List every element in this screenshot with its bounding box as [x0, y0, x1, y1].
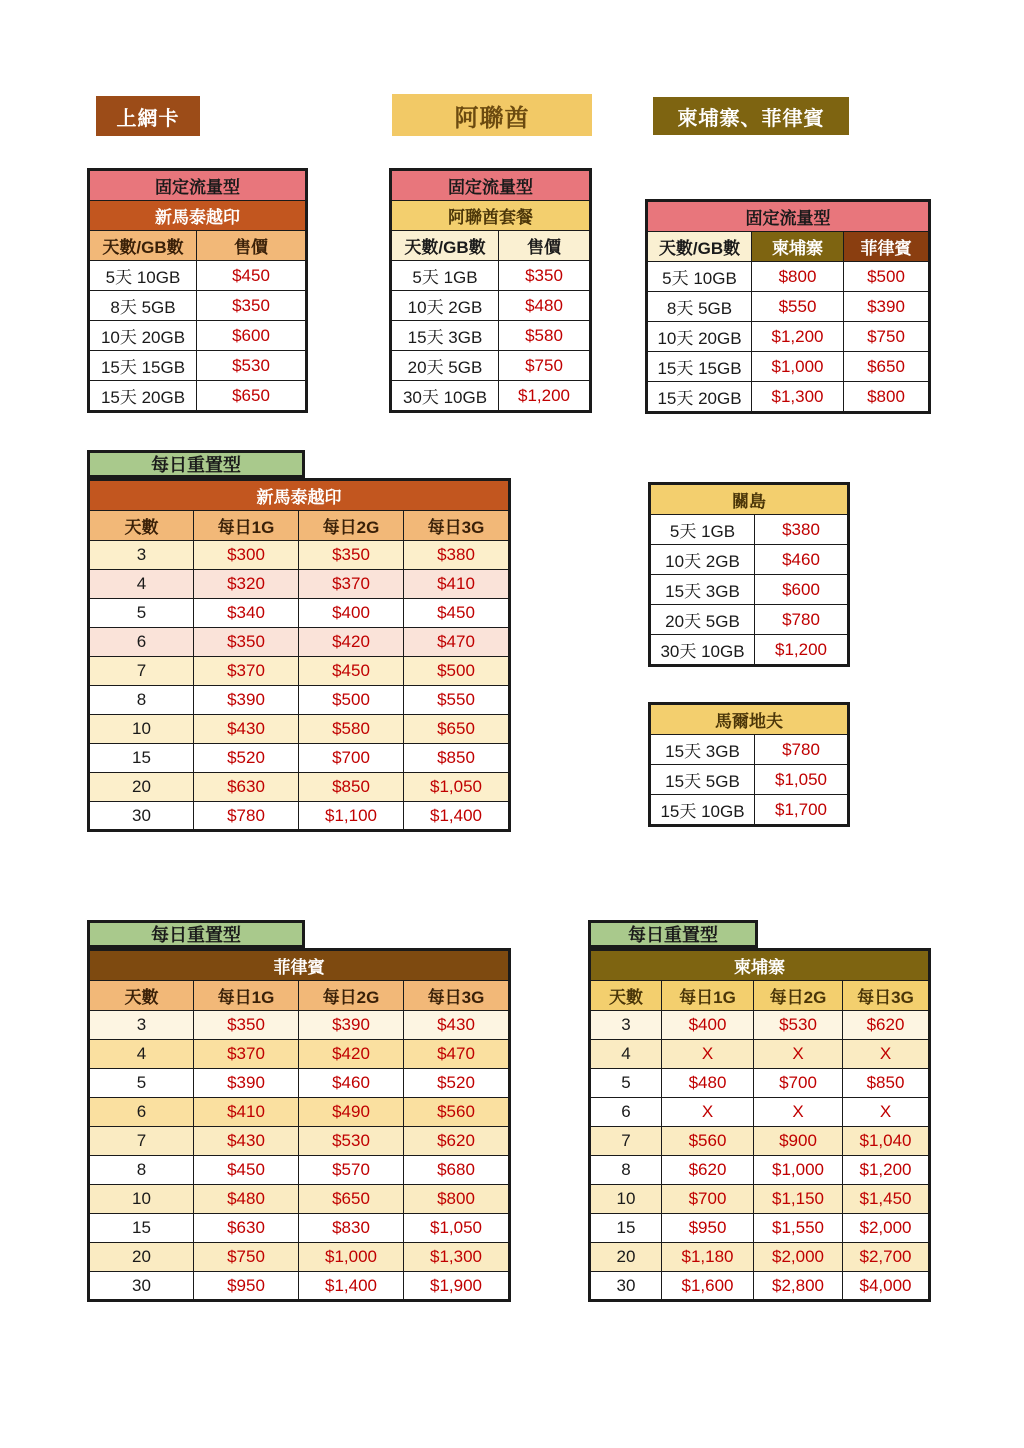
cell-plan: 5天 10GB [89, 261, 197, 291]
cell-price-cambodia: $1,200 [752, 322, 844, 352]
cell-price-2g: $570 [299, 1156, 404, 1185]
cell-price-philippines: $390 [844, 292, 930, 322]
table-row [89, 715, 510, 744]
cell-days: 3 [590, 1011, 662, 1040]
table-row [647, 382, 930, 413]
cell-plan: 10天 20GB [647, 322, 752, 352]
cell-plan: 30天 10GB [391, 381, 499, 412]
cell-price-2g: $1,150 [754, 1185, 843, 1214]
cell-plan: 10天 2GB [391, 291, 499, 321]
table-header-row [89, 511, 510, 541]
cell-plan: 15天 15GB [647, 352, 752, 382]
cell-price-2g: X [754, 1098, 843, 1127]
table-row [89, 1156, 510, 1185]
table-header-row [89, 231, 307, 261]
table-row [89, 541, 510, 570]
table-row [89, 1011, 510, 1040]
table-row [89, 1243, 510, 1272]
table-header-row [89, 981, 510, 1011]
table-region-row [391, 201, 591, 231]
cell-price-3g: $2,700 [843, 1243, 930, 1272]
table-row [590, 1127, 930, 1156]
cell-days: 30 [590, 1272, 662, 1301]
cell-days: 3 [89, 541, 194, 570]
table-row [89, 686, 510, 715]
cell-price-2g: $530 [299, 1127, 404, 1156]
column-header-daily-2g: 每日2G [299, 981, 404, 1011]
cell-price: $1,200 [499, 381, 591, 412]
cell-price: $350 [197, 291, 307, 321]
table-header-row [590, 981, 930, 1011]
cell-price: $1,700 [755, 795, 849, 826]
cell-days: 30 [89, 802, 194, 831]
table-row [89, 628, 510, 657]
cell-price-2g: $1,100 [299, 802, 404, 831]
cell-price: $450 [197, 261, 307, 291]
table-row [89, 1185, 510, 1214]
cell-plan: 5天 1GB [391, 261, 499, 291]
banner-fixed-volume: 固定流量型 [391, 170, 591, 201]
table-row [89, 744, 510, 773]
cell-price-3g: $850 [843, 1069, 930, 1098]
column-header-daily-1g: 每日1G [194, 981, 299, 1011]
table-header-row [647, 232, 930, 262]
column-header-days: 天數 [89, 511, 194, 541]
cell-price-1g: $480 [662, 1069, 754, 1098]
cell-price-3g: $680 [404, 1156, 510, 1185]
cell-plan: 15天 20GB [647, 382, 752, 413]
cell-price-2g: $2,000 [754, 1243, 843, 1272]
cell-price-2g: $530 [754, 1011, 843, 1040]
column-header-daily-1g: 每日1G [662, 981, 754, 1011]
cell-days: 3 [89, 1011, 194, 1040]
table-row [590, 1272, 930, 1301]
table-row [89, 1069, 510, 1098]
cell-price-1g: $390 [194, 686, 299, 715]
cell-price-2g: $650 [299, 1185, 404, 1214]
table-row [647, 292, 930, 322]
table-row [650, 765, 849, 795]
tag-label: 每日重置型 [151, 925, 241, 945]
table-row [650, 795, 849, 826]
table-region-row [590, 950, 930, 981]
cell-days: 4 [89, 570, 194, 599]
cell-price-3g: $2,000 [843, 1214, 930, 1243]
table-header-row [391, 231, 591, 261]
column-header-daily-3g: 每日3G [843, 981, 930, 1011]
cell-price-3g: $1,200 [843, 1156, 930, 1185]
table-guam [648, 482, 850, 667]
table-row [391, 351, 591, 381]
cell-plan: 10天 20GB [89, 321, 197, 351]
table-row [89, 381, 307, 412]
table-row [89, 599, 510, 628]
cell-price-3g: $650 [404, 715, 510, 744]
table-row [650, 605, 849, 635]
table-banner-row [647, 201, 930, 232]
cell-price-2g: $900 [754, 1127, 843, 1156]
cell-price-philippines: $650 [844, 352, 930, 382]
cell-price: $530 [197, 351, 307, 381]
cell-days: 15 [89, 744, 194, 773]
table-title-row [650, 704, 849, 735]
tag-daily-reset-philippines [87, 920, 305, 948]
column-header-daily-1g: 每日1G [194, 511, 299, 541]
table-row [590, 1098, 930, 1127]
cell-price-3g: $1,300 [404, 1243, 510, 1272]
cell-price-2g: $1,000 [299, 1243, 404, 1272]
cell-plan: 30天 10GB [650, 635, 755, 666]
region-label: 柬埔寨 [590, 950, 930, 981]
table-row [590, 1243, 930, 1272]
cell-price-3g: $560 [404, 1098, 510, 1127]
cell-price-1g: $620 [662, 1156, 754, 1185]
cell-price-2g: $420 [299, 628, 404, 657]
cell-price: $650 [197, 381, 307, 412]
cell-price-2g: X [754, 1040, 843, 1069]
table-row [89, 570, 510, 599]
cell-price-3g: $1,400 [404, 802, 510, 831]
cell-price-2g: $1,400 [299, 1272, 404, 1301]
cell-price-3g: $4,000 [843, 1272, 930, 1301]
cell-days: 20 [590, 1243, 662, 1272]
cell-price: $480 [499, 291, 591, 321]
column-header-cambodia: 柬埔寨 [752, 232, 844, 262]
cell-price-3g: $470 [404, 628, 510, 657]
cell-price-2g: $460 [299, 1069, 404, 1098]
table-row [650, 545, 849, 575]
cell-days: 10 [89, 1185, 194, 1214]
cell-price-1g: $400 [662, 1011, 754, 1040]
cell-days: 10 [89, 715, 194, 744]
region-label: 新馬泰越印 [89, 480, 510, 511]
cell-plan: 15天 3GB [650, 575, 755, 605]
cell-price-3g: $430 [404, 1011, 510, 1040]
cell-price-cambodia: $800 [752, 262, 844, 292]
cell-days: 5 [89, 599, 194, 628]
table-row [89, 291, 307, 321]
cell-price-1g: $350 [194, 628, 299, 657]
column-header-days-gb: 天數/GB數 [391, 231, 499, 261]
cell-days: 15 [89, 1214, 194, 1243]
table-row [647, 322, 930, 352]
cell-days: 8 [590, 1156, 662, 1185]
cell-price-1g: X [662, 1098, 754, 1127]
cell-price-3g: $1,900 [404, 1272, 510, 1301]
cell-price-2g: $500 [299, 686, 404, 715]
table-row [590, 1040, 930, 1069]
cell-price-1g: $370 [194, 657, 299, 686]
cell-days: 6 [590, 1098, 662, 1127]
cell-days: 7 [89, 657, 194, 686]
table-row [89, 261, 307, 291]
table-maldives [648, 702, 850, 827]
cell-price: $1,200 [755, 635, 849, 666]
cell-price-3g: $1,450 [843, 1185, 930, 1214]
cell-plan: 15天 5GB [650, 765, 755, 795]
table-row [391, 321, 591, 351]
table-row [89, 657, 510, 686]
column-header-daily-2g: 每日2G [299, 511, 404, 541]
tag-label: 每日重置型 [628, 925, 718, 945]
cell-price-1g: $370 [194, 1040, 299, 1069]
cell-price-1g: $520 [194, 744, 299, 773]
cell-days: 4 [89, 1040, 194, 1069]
cell-plan: 15天 3GB [650, 735, 755, 765]
cell-price-2g: $580 [299, 715, 404, 744]
cell-price-3g: $1,050 [404, 773, 510, 802]
cell-price-1g: $950 [194, 1272, 299, 1301]
cell-plan: 5天 10GB [647, 262, 752, 292]
table-row [650, 735, 849, 765]
cell-price-1g: $350 [194, 1011, 299, 1040]
region-label: 新馬泰越印 [89, 201, 307, 231]
cell-price-1g: $410 [194, 1098, 299, 1127]
table-row [89, 1040, 510, 1069]
table-region-row [89, 201, 307, 231]
cell-price: $580 [499, 321, 591, 351]
cell-price-3g: X [843, 1098, 930, 1127]
cell-price-2g: $1,550 [754, 1214, 843, 1243]
table-row [89, 1214, 510, 1243]
table-cambodia-philippines-fixed-volume [645, 199, 931, 414]
cell-price-1g: $700 [662, 1185, 754, 1214]
table-row [89, 802, 510, 831]
cell-price: $780 [755, 735, 849, 765]
table-row [89, 321, 307, 351]
table-row [89, 1272, 510, 1301]
cell-price-1g: $340 [194, 599, 299, 628]
table-row [650, 575, 849, 605]
table-title-row [650, 484, 849, 515]
cell-price-1g: $750 [194, 1243, 299, 1272]
banner-fixed-volume: 固定流量型 [647, 201, 930, 232]
cell-price-1g: $320 [194, 570, 299, 599]
cell-price-philippines: $750 [844, 322, 930, 352]
table-row [89, 1098, 510, 1127]
cell-price-1g: $430 [194, 1127, 299, 1156]
cell-plan: 5天 1GB [650, 515, 755, 545]
column-header-daily-2g: 每日2G [754, 981, 843, 1011]
cell-price-1g: $630 [194, 773, 299, 802]
cell-price-1g: $780 [194, 802, 299, 831]
cell-days: 6 [89, 628, 194, 657]
table-row [391, 381, 591, 412]
cell-price-2g: $1,000 [754, 1156, 843, 1185]
cell-price-1g: X [662, 1040, 754, 1069]
cell-days: 6 [89, 1098, 194, 1127]
cell-plan: 20天 5GB [650, 605, 755, 635]
cell-price-1g: $450 [194, 1156, 299, 1185]
cell-price-3g: $850 [404, 744, 510, 773]
cell-plan: 8天 5GB [647, 292, 752, 322]
table-row [89, 1127, 510, 1156]
table-row [89, 773, 510, 802]
cell-price-1g: $430 [194, 715, 299, 744]
cell-price: $460 [755, 545, 849, 575]
cell-days: 20 [89, 1243, 194, 1272]
cell-days: 30 [89, 1272, 194, 1301]
table-banner-row [391, 170, 591, 201]
badge-sim-card [96, 96, 200, 136]
banner-fixed-volume: 固定流量型 [89, 170, 307, 201]
cell-plan: 20天 5GB [391, 351, 499, 381]
cell-price-1g: $300 [194, 541, 299, 570]
cell-price-2g: $420 [299, 1040, 404, 1069]
cell-days: 10 [590, 1185, 662, 1214]
table-region-row [89, 480, 510, 511]
table-row [590, 1011, 930, 1040]
cell-price-3g: $550 [404, 686, 510, 715]
tag-daily-reset-cambodia [588, 920, 758, 948]
cell-days: 7 [590, 1127, 662, 1156]
cell-price-3g: $1,050 [404, 1214, 510, 1243]
cell-price-cambodia: $550 [752, 292, 844, 322]
column-header-daily-3g: 每日3G [404, 981, 510, 1011]
cell-price-3g: $800 [404, 1185, 510, 1214]
badge-label: 上網卡 [116, 107, 180, 130]
title-maldives: 馬爾地夫 [650, 704, 849, 735]
region-label: 阿聯酋套餐 [391, 201, 591, 231]
cell-price: $780 [755, 605, 849, 635]
cell-days: 7 [89, 1127, 194, 1156]
cell-plan: 15天 10GB [650, 795, 755, 826]
table-row [590, 1185, 930, 1214]
cell-price-3g: $620 [404, 1127, 510, 1156]
column-header-philippines: 菲律賓 [844, 232, 930, 262]
cell-price-1g: $1,600 [662, 1272, 754, 1301]
cell-days: 20 [89, 773, 194, 802]
cell-days: 5 [590, 1069, 662, 1098]
cell-price-philippines: $800 [844, 382, 930, 413]
cell-price: $600 [755, 575, 849, 605]
cell-price-3g: X [843, 1040, 930, 1069]
table-row [650, 515, 849, 545]
cell-price-2g: $700 [754, 1069, 843, 1098]
table-region-row [89, 950, 510, 981]
badge-label: 阿聯酋 [454, 104, 530, 132]
table-row [590, 1069, 930, 1098]
cell-plan: 10天 2GB [650, 545, 755, 575]
cell-price: $600 [197, 321, 307, 351]
cell-days: 8 [89, 686, 194, 715]
table-sea-daily-reset [87, 478, 511, 832]
cell-price-3g: $520 [404, 1069, 510, 1098]
cell-price: $1,050 [755, 765, 849, 795]
column-header-days: 天數 [590, 981, 662, 1011]
table-sea-fixed-volume [87, 168, 308, 413]
cell-price-2g: $830 [299, 1214, 404, 1243]
cell-price-1g: $630 [194, 1214, 299, 1243]
cell-plan: 15天 3GB [391, 321, 499, 351]
cell-price-2g: $450 [299, 657, 404, 686]
cell-price-cambodia: $1,300 [752, 382, 844, 413]
cell-price-3g: $410 [404, 570, 510, 599]
table-row [590, 1156, 930, 1185]
table-row [647, 262, 930, 292]
badge-uae [392, 94, 592, 136]
cell-price-1g: $1,180 [662, 1243, 754, 1272]
cell-price-3g: $620 [843, 1011, 930, 1040]
region-label: 菲律賓 [89, 950, 510, 981]
cell-price: $380 [755, 515, 849, 545]
cell-price-2g: $490 [299, 1098, 404, 1127]
column-header-price: 售價 [499, 231, 591, 261]
table-row [89, 351, 307, 381]
cell-price-1g: $950 [662, 1214, 754, 1243]
cell-price-philippines: $500 [844, 262, 930, 292]
table-cambodia-daily-reset [588, 948, 931, 1302]
cell-price: $350 [499, 261, 591, 291]
table-row [391, 291, 591, 321]
table-banner-row [89, 170, 307, 201]
badge-label: 柬埔寨、菲律賓 [677, 107, 825, 130]
cell-price-2g: $700 [299, 744, 404, 773]
table-row [647, 352, 930, 382]
column-header-days-gb: 天數/GB數 [89, 231, 197, 261]
table-uae-fixed-volume [389, 168, 592, 413]
table-philippines-daily-reset [87, 948, 511, 1302]
cell-plan: 15天 15GB [89, 351, 197, 381]
table-row [590, 1214, 930, 1243]
cell-price-1g: $560 [662, 1127, 754, 1156]
cell-price-2g: $390 [299, 1011, 404, 1040]
cell-price-2g: $850 [299, 773, 404, 802]
cell-price-3g: $500 [404, 657, 510, 686]
cell-price-3g: $450 [404, 599, 510, 628]
cell-price-1g: $480 [194, 1185, 299, 1214]
cell-price-3g: $1,040 [843, 1127, 930, 1156]
table-row [391, 261, 591, 291]
column-header-days-gb: 天數/GB數 [647, 232, 752, 262]
cell-price-cambodia: $1,000 [752, 352, 844, 382]
cell-price-2g: $2,800 [754, 1272, 843, 1301]
cell-price-3g: $470 [404, 1040, 510, 1069]
column-header-price: 售價 [197, 231, 307, 261]
cell-days: 15 [590, 1214, 662, 1243]
cell-price-2g: $400 [299, 599, 404, 628]
tag-daily-reset-sea [87, 450, 305, 478]
badge-cambodia-philippines [653, 97, 849, 135]
table-row [650, 635, 849, 666]
tag-label: 每日重置型 [151, 455, 241, 475]
cell-price-1g: $390 [194, 1069, 299, 1098]
cell-plan: 15天 20GB [89, 381, 197, 412]
cell-price: $750 [499, 351, 591, 381]
title-guam: 關島 [650, 484, 849, 515]
cell-days: 5 [89, 1069, 194, 1098]
column-header-days: 天數 [89, 981, 194, 1011]
cell-days: 8 [89, 1156, 194, 1185]
cell-price-2g: $350 [299, 541, 404, 570]
cell-days: 4 [590, 1040, 662, 1069]
cell-plan: 8天 5GB [89, 291, 197, 321]
cell-price-3g: $380 [404, 541, 510, 570]
column-header-daily-3g: 每日3G [404, 511, 510, 541]
cell-price-2g: $370 [299, 570, 404, 599]
